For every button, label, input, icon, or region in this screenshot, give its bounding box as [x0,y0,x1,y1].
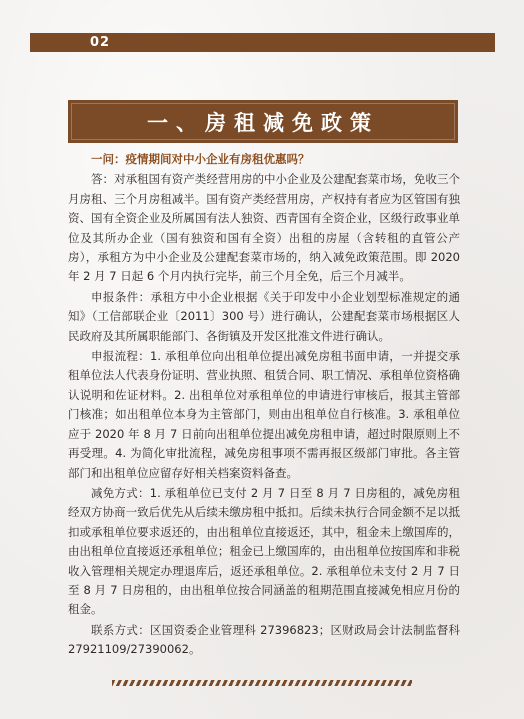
answer-paragraph: 答：对承租国有资产类经营用房的中小企业及公建配套菜市场，免收三个月房租、三个月房租减半。国有资产类经营用房，产权持有者应为区管国有独资、国有全资企业及所属国有法人独资、西青国有全资企业，区级行政事业单位及其所办企业（国有独资和国有全资）出租的房屋（含转租的直管公产房），承租方为中小企业及公建配套菜市场的，纳入减免政策范围。即 2020 年 2 月 7 日起 6 个月内执行完毕，前三个月全免，后三个月减半。 [68,172,460,284]
header-bar [30,33,495,52]
section-title-banner [68,100,458,143]
title-banner-border [71,103,455,140]
application-conditions-paragraph: 申报条件：承租方中小企业根据《关于印发中小企业划型标准规定的通知》（工信部联企业〔2011〕300 号）进行确认，公建配套菜市场根据区人民政府及其所属职能部门、各街镇及开发区批准文件进行确认。 [68,289,460,343]
question-heading: 一问：疫情期间对中小企业有房租优惠吗？ [91,152,310,166]
reduction-method-paragraph: 减免方式：1. 承租单位已支付 2 月 7 日至 8 月 7 日房租的，减免房租经双方协商一致后优先从后续未缴房租中抵扣。后续未执行合同金额不足以抵扣或承租单位要求返还的，由出租单位直接返还，其中，租金未上缴国库的，由出租单位直接返还承租单位；租金已上缴国库的，由出租单位按国库和非税收入管理相关规定办理退库后，返还承租单位。2. 承租单位未支付 2 月 7 日至 8 月 7 日房租的，由出租单位按合同涵盖的租期范围直接减免相应月份的租金。 [68,485,460,617]
article-body [68,150,460,660]
application-process-paragraph: 申报流程：1. 承租单位向出租单位提出减免房租书面申请，一并提交承租单位法人代表身份证明、营业执照、租赁合同、职工情况、承租单位资格确认说明和佐证材料。2. 出租单位对承租单位的申请进行审核后，报其主管部门核准；如出租单位本身为主管部门，则由出租单位自行核准。3. 承租单位应于 2020 年 8 月 7 日前向出租单位提出减免房租申请，超过时限原则上不再受理。4. 为简化审批流程，减免房租事项不需再报区级部门审批。各主管部门和出租单位应留存好相关档案资料备查。 [68,349,460,480]
page-number: 02 [90,35,111,50]
decorative-stripe-divider [112,680,412,686]
contact-paragraph: 联系方式：区国资委企业管理科 27396823；区财政局会计法制监督科 27921109/27390062。 [68,622,460,657]
section-title: 一、房租减免政策 [147,110,379,135]
